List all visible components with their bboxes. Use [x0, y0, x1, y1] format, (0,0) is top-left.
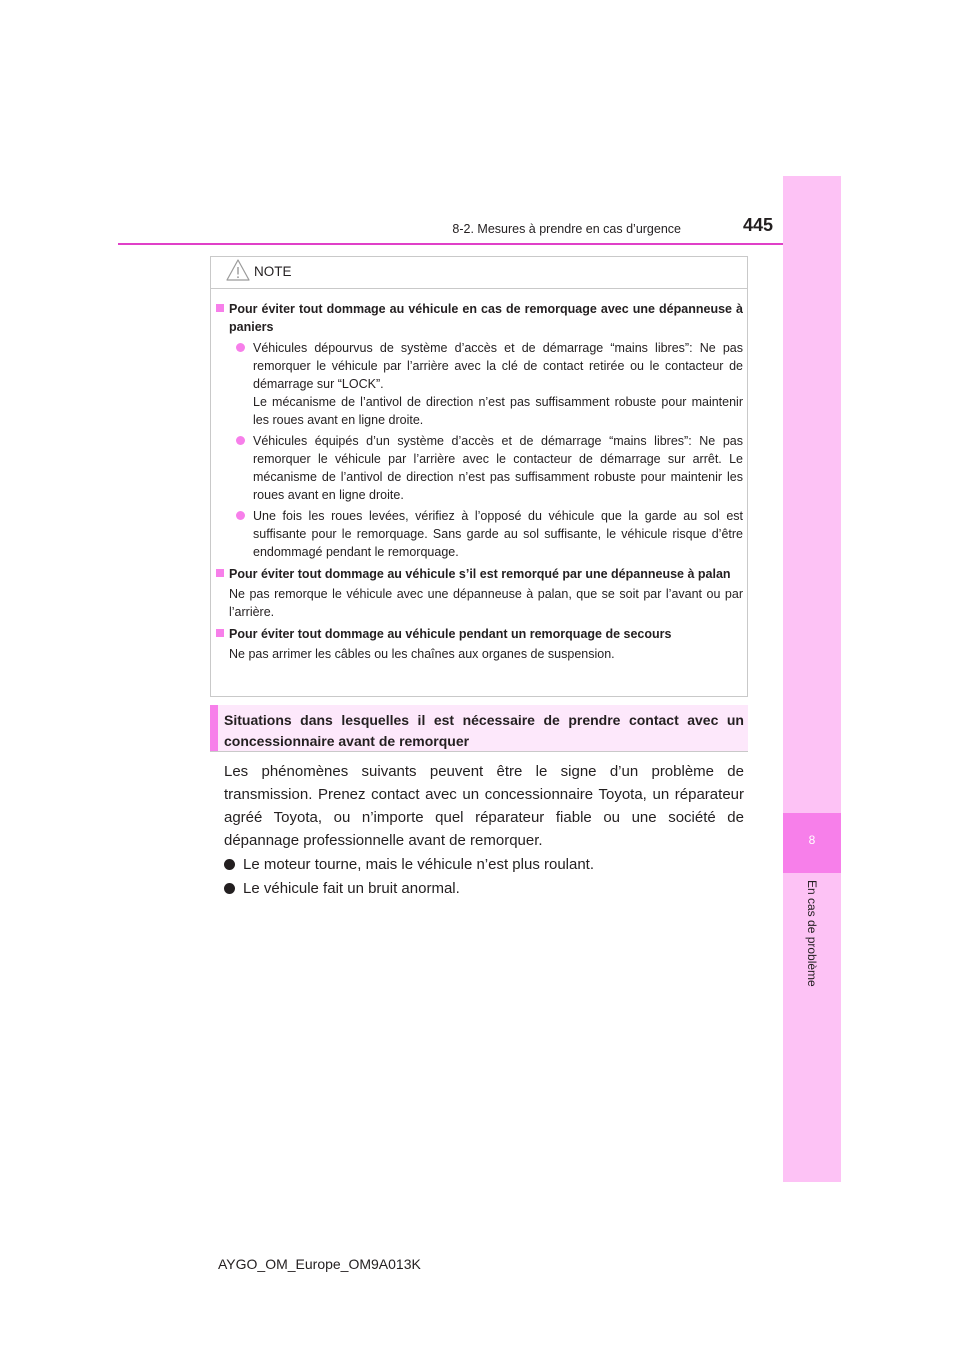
- note-section-title: Pour éviter tout dommage au véhicule pendant un remorquage de secours: [229, 627, 672, 641]
- note-list-item: [229, 507, 743, 561]
- note-body: [218, 300, 743, 667]
- document-code: AYGO_OM_Europe_OM9A013K: [218, 1256, 421, 1272]
- square-bullet: [216, 304, 224, 312]
- page-number: 445: [743, 215, 774, 235]
- body-text: [224, 760, 744, 900]
- round-bullet: [224, 859, 235, 870]
- note-item-text: Une fois les roues levées, vérifiez à l’opposé du véhicule que la garde au sol est suffisante pour le remorquage. Sans garde au sol suffisante, le véhicule risque d’être endommagé pendant le remorquage.: [253, 509, 743, 559]
- round-bullet: [236, 436, 245, 445]
- body-list-item: [224, 853, 744, 876]
- note-section: [218, 300, 743, 561]
- note-item-text: Véhicules dépourvus de système d’accès et de démarrage “mains libres”: Ne pas remorquer le véhicule par l’arrière avec la clé de contact retirée ou le contacteur de démarrage sur “LOCK”.: [253, 341, 743, 391]
- round-bullet: [236, 511, 245, 520]
- chapter-number: 8: [808, 833, 816, 847]
- note-section: [218, 625, 743, 663]
- header-rule: [118, 243, 841, 245]
- warning-triangle-icon: [226, 259, 250, 281]
- section-heading: Situations dans lesquelles il est nécessaire de prendre contact avec un concessionnaire avant de remorquer: [224, 712, 744, 749]
- square-bullet: [216, 569, 224, 577]
- body-paragraph: Les phénomènes suivants peuvent être le signe d’un problème de transmission. Prenez contact avec un concessionnaire Toyota, un réparateur agréé Toyota, ou n’importe quel réparateur fiable ou une société de dépannage professionnelle avant de remorquer.: [224, 763, 744, 849]
- chapter-side-tab: [783, 176, 841, 1182]
- body-list-item-text: Le véhicule fait un bruit anormal.: [243, 880, 460, 897]
- round-bullet: [224, 883, 235, 894]
- round-bullet: [236, 343, 245, 352]
- note-title: NOTE: [254, 264, 292, 279]
- note-section-title: Pour éviter tout dommage au véhicule en cas de remorquage avec une dépanneuse à paniers: [229, 302, 743, 334]
- body-list-item-text: Le moteur tourne, mais le véhicule n’est plus roulant.: [243, 856, 595, 873]
- square-bullet: [216, 629, 224, 637]
- note-section-text: Ne pas arrimer les câbles ou les chaînes aux organes de suspension.: [229, 647, 615, 661]
- note-item-text-extra: Le mécanisme de l’antivol de direction n’est pas suffisamment robuste pour maintenir les roues avant en ligne droite.: [253, 395, 743, 427]
- note-list-item: [229, 432, 743, 504]
- body-list-item: [224, 877, 744, 900]
- chapter-label: En cas de problème: [805, 880, 819, 987]
- note-section-title: Pour éviter tout dommage au véhicule s’il est remorqué par une dépanneuse à palan: [229, 567, 731, 581]
- note-list-item: [229, 339, 743, 429]
- section-title: 8-2. Mesures à prendre en cas d’urgence: [452, 222, 681, 236]
- section-heading-accent: [210, 705, 218, 752]
- note-item-text: Véhicules équipés d’un système d’accès et de démarrage “mains libres”: Ne pas remorquer le véhicule par l’arrière avec le contacteur de démarrage sur arrêt. Le mécanisme de l’antivol de direction n’est pas suffisamment robuste pour maintenir les roues avant en ligne droite.: [253, 434, 743, 502]
- note-section-text: Ne pas remorque le véhicule avec une dépanneuse à palan, que se soit par l’avant ou par l’arrière.: [229, 587, 743, 619]
- note-section: [218, 565, 743, 621]
